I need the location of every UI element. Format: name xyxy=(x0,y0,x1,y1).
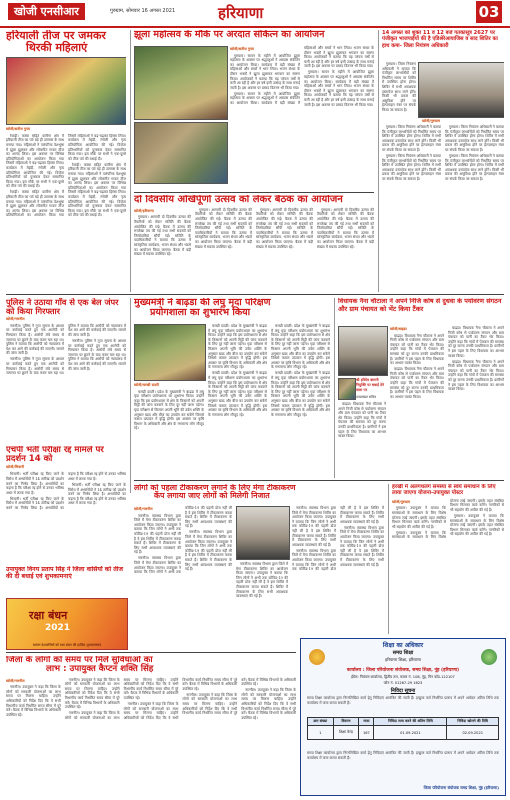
vaccine-story xyxy=(134,484,384,634)
raksha-year: 2021 xyxy=(45,623,71,633)
jhoola-photo xyxy=(134,46,228,120)
vaccine-body-b: नारनौल। स्वास्थ्य विभाग द्वारा जिले में मेगा टीकाकरण शिविर का आयोजन किया जाएगा। उपायुक्त ने बताया कि जिन लोगों ने अभी तक कोविड-19 की पहली डोज नहीं ली है वे इस शिविर में टीकाकरण करवा सकते हैं। शिविर में टीकाकरण के लिए सभी आवश्यक व्यवस्थाएं की गई हैं। xyxy=(236,562,288,599)
teej-headline: हरियाली तीज पर जमकर xyxy=(6,30,106,42)
vinay-story xyxy=(6,566,126,596)
ad-title: शिक्षा का अधिकार xyxy=(382,642,424,649)
cm-body-b: चरखी दादरी। प्रदेश के मुख्यमंत्री ने बाढ़डा में लघु मृदा परीक्षण प्रयोगशाला का शुभारंभ किया। उन्होंने कहा कि इस प्रयोगशाला से क्षेत्र के किसानों को अपनी मिट्टी की जांच करवाने के लिए दूर नहीं जाना पड़ेगा। मृदा परीक्षण से किसान अपनी भूमि की उर्वरा शक्ति के अनुसार खाद और बीज का उपयोग कर सकेंगे जिससे फसल उत्पादन में वृद्धि होगी। इस अवसर पर कृषि विभाग के अधिकारी और क्षेत्र के गणमान्य लोग मौजूद रहे। चरखी दादरी। प्रदेश के मुख्यमंत्री ने बाढ़डा में लघु मृदा परीक्षण प्रयोगशाला का शुभारंभ किया। उन्होंने कहा कि इस प्रयोगशाला से क्षेत्र के किसानों को अपनी मिट्टी की जांच करवाने के लिए दूर नहीं जाना पड़ेगा। मृदा परीक्षण से किसान अपनी भूमि की उर्वरा शक्ति के अनुसार खाद और बीज का उपयोग कर सकेंगे जिससे फसल उत्पादन में वृद्धि होगी। इस अवसर पर कृषि विभाग के अधिकारी और क्षेत्र के गणमान्य लोग मौजूद रहे। चरखी दादरी। प्रदेश के मुख्यमंत्री ने बाढ़डा में लघु मृदा परीक्षण प्रयोगशाला का शुभारंभ किया। उन्होंने कहा कि इस प्रयोगशाला से क्षेत्र के किसानों को अपनी मिट्टी की जांच करवाने के लिए दूर नहीं जाना पड़ेगा। मृदा परीक्षण से किसान अपनी भूमि की उर्वरा शक्ति के अनुसार खाद और बीज का उपयोग कर सकेंगे जिससे फसल उत्पादन में वृद्धि होगी। इस अवसर पर कृषि विभाग के अधिकारी और क्षेत्र के गणमान्य लोग मौजूद रहे। चरखी दादरी। प्रदेश के मुख्यमंत्री ने बाढ़डा में लघु मृदा परीक्षण प्रयोगशाला का शुभारंभ किया। उन्होंने कहा कि इस प्रयोगशाला से क्षेत्र के किसानों को अपनी मिट्टी की जांच करवाने के लिए दूर नहीं जाना पड़ेगा। मृदा परीक्षण से किसान अपनी भूमि की उर्वरा शक्ति के अनुसार खाद और बीज का उपयोग कर सकेंगे जिससे फसल उत्पादन में वृद्धि होगी। इस अवसर पर कृषि विभाग के अधिकारी और क्षेत्र के गणमान्य लोग मौजूद रहे। xyxy=(208,324,330,417)
police-body: नारनौल। पुलिस ने गुप्त सूचना के आधार पर कार्रवाई करते हुए एक आरोपी को गिरफ्तार किया है। आरोपी लंबे समय से जमानत पर छूटने के बाद फरार चल रहा था। पुलिस ने बताया कि आरोपी को न्यायालय में पेश कर आगे की कार्रवाई की जाएगी। मामले की जांच जारी है। नारनौल। पुलिस ने गुप्त सूचना के आधार पर कार्रवाई करते हुए एक आरोपी को गिरफ्तार किया है। आरोपी लंबे समय से जमानत पर छूटने के बाद फरार चल रहा था। पुलिस ने बताया कि आरोपी को न्यायालय में पेश कर आगे की कार्रवाई की जाएगी। मामले की जांच जारी है। नारनौल। पुलिस ने गुप्त सूचना के आधार पर कार्रवाई करते हुए एक आरोपी को गिरफ्तार किया है। आरोपी लंबे समय से जमानत पर छूटने के बाद फरार चल रहा था। पुलिस ने बताया कि आरोपी को न्यायालय में पेश कर आगे की कार्रवाई की जाएगी। मामले की जांच जारी है। xyxy=(6,323,126,376)
cm-headline-2: प्रयोगशाला का शुभारंभ किया xyxy=(150,307,251,319)
section-title: हरियाणा xyxy=(218,4,264,22)
hpv-headline: एचपी भर्ती परीक्षा रद्द मामले पर प्रदर्शन 14 को xyxy=(6,446,104,465)
alert-headline: 14 अगस्त को शुक्त 11 व 12 बजे गतकासूत्र 2627 पर पंजीकृत भाजपाईयों की है एडिश्रेरेआयाजिस व साद शितिर का हाथ कमा- जिला नियंत्रण अधिकारी xyxy=(382,30,498,49)
clean-body: खोजी/गुरुग्राम गुरुग्राम। उपायुक्त ने बताया कि समस्याओं के समाधान के लिए विशेष योजना लाई जाएगी। इसके तहत संबंधित विभाग मिलकर कार्य करेंगे। नागरिकों से भी सहयोग की अपील की गई है। गुरुग्राम। उपायुक्त ने बताया कि समस्याओं के समाधान के लिए विशेष योजना लाई जाएगी। इसके तहत संबंधित विभाग मिलकर कार्य करेंगे। नागरिकों से भी सहयोग की अपील की गई है। गुरुग्राम। उपायुक्त ने बताया कि समस्याओं के समाधान के लिए विशेष योजना लाई जाएगी। इसके तहत संबंधित विभाग मिलकर कार्य करेंगे। नागरिकों से भी सहयोग की अपील की गई है। xyxy=(392,498,504,540)
cm-body-a: खोजी/चरखी दादरी चरखी दादरी। प्रदेश के मुख्यमंत्री ने बाढ़डा में लघु मृदा परीक्षण प्रयोगशाला का शुभारंभ किया। उन्होंने कहा कि इस प्रयोगशाला से क्षेत्र के किसानों को अपनी मिट्टी की जांच करवाने के लिए दूर नहीं जाना पड़ेगा। मृदा परीक्षण से किसान अपनी भूमि की उर्वरा शक्ति के अनुसार खाद और बीज का उपयोग कर सकेंगे जिससे फसल उत्पादन में वृद्धि होगी। इस अवसर पर कृषि विभाग के अधिकारी और क्षेत्र के गणमान्य लोग मौजूद रहे। xyxy=(134,383,204,431)
raksha-title: रक्षा बंधन xyxy=(29,609,68,622)
cm-story xyxy=(134,298,330,476)
police-story: पुलिस ने उठाया गाँव से एक बेल जंपर को किया गिरफ्तार खोजी/नारनौल नारनौल। पुलिस ने गुप्त सूचना के आधार पर कार्रवाई करते हुए एक आरोपी को गिरफ्तार किया है। आरोपी लंबे समय से जमानत पर छूटने के बाद फरार चल रहा था। पुलिस ने बताया कि आरोपी को न्यायालय में पेश कर आगे की कार्रवाई की जाएगी। मामले की जांच जारी है। नारनौल। पुलिस ने गुप्त सूचना के आधार पर कार्रवाई करते हुए एक आरोपी को गिरफ्तार किया है। आरोपी लंबे समय से जमानत पर छूटने के बाद फरार चल रहा था। पुलिस ने बताया कि आरोपी को न्यायालय में पेश कर आगे की कार्रवाई की जाएगी। मामले की जांच जारी है। नारनौल। पुलिस ने गुप्त सूचना के आधार पर कार्रवाई करते हुए एक आरोपी को गिरफ्तार किया है। आरोपी लंबे समय से जमानत पर छूटने के बाद फरार चल रहा था। पुलिस ने बताया कि आरोपी को न्यायालय में पेश कर आगे की कार्रवाई की जाएगी। मामले की जांच जारी है। xyxy=(6,298,126,443)
vidhayak-story xyxy=(338,298,504,478)
jhoola-body: खोजी/सतीश गुप्ता गुरुग्राम। सावन के महीने में आयोजित झूला महोत्सव के अवसर पर श्रद्धालुओं ने अरदास संकीर्तन का आयोजन किया। कार्यक्रम में बड़ी संख्या में महिलाओं और बच्चों ने भाग लिया। भजन संध्या के दौरान भक्तों ने झूला झुलाकर भगवान का स्मरण किया। आयोजकों ने बताया कि यह परंपरा वर्षों से चली आ रही है और हर वर्ष इसी उत्साह के साथ मनाई जाती है। इस अवसर पर प्रसाद वितरण भी किया गया। गुरुग्राम। सावन के महीने में आयोजित झूला महोत्सव के अवसर पर श्रद्धालुओं ने अरदास संकीर्तन का आयोजन किया। कार्यक्रम में बड़ी संख्या में महिलाओं और बच्चों ने भाग लिया। भजन संध्या के दौरान भक्तों ने झूला झुलाकर भगवान का स्मरण किया। आयोजकों ने बताया कि यह परंपरा वर्षों से चली आ रही है और हर वर्ष इसी उत्साह के साथ मनाई जाती है। इस अवसर पर प्रसाद वितरण भी किया गया। गुरुग्राम। सावन के महीने में आयोजित झूला महोत्सव के अवसर पर श्रद्धालुओं ने अरदास संकीर्तन का आयोजन किया। कार्यक्रम में बड़ी संख्या में महिलाओं और बच्चों ने भाग लिया। भजन संध्या के दौरान भक्तों ने झूला झुलाकर भगवान का स्मरण किया। आयोजकों ने बताया कि यह परंपरा वर्षों से चली आ रही है और हर वर्ष इसी उत्साह के साथ मनाई जाती है। इस अवसर पर प्रसाद वितरण भी किया गया। xyxy=(230,46,374,107)
teej-body: रेवाड़ी। कस्बा सहित ग्रामीण क्षेत्र में हरियाली तीज का पर्व बड़े ही उल्लास के साथ मनाया गया। महिलाओं ने पारंपरिक वेशभूषा में झूला झूलकर और लोकगीत गाकर तीज का आनंद लिया। इस अवसर पर विभिन्न प्रतियोगिताओं का आयोजन किया गया जिसमें महिलाओं ने बढ़-चढ़कर हिस्सा लिया। कार्यक्रम में मेहंदी, रंगोली और नृत्य प्रतियोगिता आयोजित की गई। विजेता प्रतिभागियों को पुरस्कार देकर सम्मानित किया गया। इस मौके पर सभी ने एक-दूसरे को तीज पर्व की बधाई दी। रेवाड़ी। कस्बा सहित ग्रामीण क्षेत्र में हरियाली तीज का पर्व बड़े ही उल्लास के साथ मनाया गया। महिलाओं ने पारंपरिक वेशभूषा में झूला झूलकर और लोकगीत गाकर तीज का आनंद लिया। इस अवसर पर विभिन्न प्रतियोगिताओं का आयोजन किया गया जिसमें महिलाओं ने बढ़-चढ़कर हिस्सा लिया। कार्यक्रम में मेहंदी, रंगोली और नृत्य प्रतियोगिता आयोजित की गई। विजेता प्रतिभागियों को पुरस्कार देकर सम्मानित किया गया। इस मौके पर सभी ने एक-दूसरे को तीज पर्व की बधाई दी। रेवाड़ी। कस्बा सहित ग्रामीण क्षेत्र में हरियाली तीज का पर्व बड़े ही उल्लास के साथ मनाया गया। महिलाओं ने पारंपरिक वेशभूषा में झूला झूलकर और लोकगीत गाकर तीज का आनंद लिया। इस अवसर पर विभिन्न प्रतियोगिताओं का आयोजन किया गया जिसमें महिलाओं ने बढ़-चढ़कर हिस्सा लिया। कार्यक्रम में मेहंदी, रंगोली और नृत्य प्रतियोगिता आयोजित की गई। विजेता प्रतिभागियों को पुरस्कार देकर सम्मानित किया गया। इस मौके पर सभी ने एक-दूसरे को तीज पर्व की बधाई दी। xyxy=(6,133,126,218)
vaccine-headline-2: केंप लगाया जाए लोगों को मिलेगी निजात xyxy=(154,491,270,501)
vaccine-headline: लोगों को पहला टीकाकरण लगाने के लिए मेगा टीकाकरण xyxy=(134,484,296,492)
ad-table-header: क्रम संख्या विवरण मात्रा निविदा जमा करने की अंतिम तिथि निविदा खोलने की तिथि xyxy=(308,718,499,726)
teej-story xyxy=(6,30,126,292)
cm-photo xyxy=(134,324,206,381)
delhi-body: खोजी/हरियाणा गुरुग्राम। आगामी दो दिवसीय उत्सव की तैयारियों को लेकर समिति की बैठक आयोजित की गई। बैठक में उत्सव की रूपरेखा तय की गई तथा सभी सदस्यों को जिम्मेदारियां सौंपी गईं। समिति के पदाधिकारियों ने बताया कि उत्सव में सांस्कृतिक कार्यक्रम, भजन संध्या और भंडारे का आयोजन किया जाएगा। बैठक में बड़ी संख्या में सदस्य उपस्थित रहे। गुरुग्राम। आगामी दो दिवसीय उत्सव की तैयारियों को लेकर समिति की बैठक आयोजित की गई। बैठक में उत्सव की रूपरेखा तय की गई तथा सभी सदस्यों को जिम्मेदारियां सौंपी गईं। समिति के पदाधिकारियों ने बताया कि उत्सव में सांस्कृतिक कार्यक्रम, भजन संध्या और भंडारे का आयोजन किया जाएगा। बैठक में बड़ी संख्या में सदस्य उपस्थित रहे। गुरुग्राम। आगामी दो दिवसीय उत्सव की तैयारियों को लेकर समिति की बैठक आयोजित की गई। बैठक में उत्सव की रूपरेखा तय की गई तथा सभी सदस्यों को जिम्मेदारियां सौंपी गईं। समिति के पदाधिकारियों ने बताया कि उत्सव में सांस्कृतिक कार्यक्रम, भजन संध्या और भंडारे का आयोजन किया जाएगा। बैठक में बड़ी संख्या में सदस्य उपस्थित रहे। गुरुग्राम। आगामी दो दिवसीय उत्सव की तैयारियों को लेकर समिति की बैठक आयोजित की गई। बैठक में उत्सव की रूपरेखा तय की गई तथा सभी सदस्यों को जिम्मेदारियां सौंपी गईं। समिति के पदाधिकारियों ने बताया कि उत्सव में सांस्कृतिक कार्यक्रम, भजन संध्या और भंडारे का आयोजन किया जाएगा। बैठक में बड़ी संख्या में सदस्य उपस्थित रहे। xyxy=(134,207,374,257)
welfare-body: खोजी/नारनौल नारनौल। उपायुक्त ने कहा कि जिला के लोगों को सरकारी योजनाओं का लाभ समय पर मिलना चाहिए। उन्होंने अधिकारियों को निर्देश दिए कि वे सभी विभागीय कार्य निर्धारित समय सीमा में पूरे करें। बैठक में विभिन्न विभागों के अधिकारी उपस्थित रहे। नारनौल। उपायुक्त ने कहा कि जिला के लोगों को सरकारी योजनाओं का लाभ समय पर मिलना चाहिए। उन्होंने अधिकारियों को निर्देश दिए कि वे सभी विभागीय कार्य निर्धारित समय सीमा में पूरे करें। बैठक में विभिन्न विभागों के अधिकारी उपस्थित रहे। नारनौल। उपायुक्त ने कहा कि जिला के लोगों को सरकारी योजनाओं का लाभ समय पर मिलना चाहिए। उन्होंने अधिकारियों को निर्देश दिए कि वे सभी विभागीय कार्य निर्धारित समय सीमा में पूरे करें। बैठक में विभिन्न विभागों के अधिकारी उपस्थित रहे। नारनौल। उपायुक्त ने कहा कि जिला के लोगों को सरकारी योजनाओं का लाभ समय पर मिलना चाहिए। उन्होंने अधिकारियों को निर्देश दिए कि वे सभी विभागीय कार्य निर्धारित समय सीमा में पूरे करें। बैठक में विभिन्न विभागों के अधिकारी उपस्थित रहे। नारनौल। उपायुक्त ने कहा कि जिला के लोगों को सरकारी योजनाओं का लाभ समय पर मिलना चाहिए। उन्होंने अधिकारियों को निर्देश दिए कि वे सभी विभागीय कार्य निर्धारित समय सीमा में पूरे करें। बैठक में विभिन्न विभागों के अधिकारी उपस्थित रहे। नारनौल। उपायुक्त ने कहा कि जिला के लोगों को सरकारी योजनाओं का लाभ समय पर मिलना चाहिए। उन्होंने अधिकारियों को निर्देश दिए कि वे सभी विभागीय कार्य निर्धारित समय सीमा में पूरे करें। बैठक में विभिन्न विभागों के अधिकारी उपस्थित रहे। xyxy=(6,677,296,720)
clean-headline-2: लाया जाएगा योजना-उपायुक्त पोस्टर xyxy=(392,490,464,497)
vidhayak-body-a: खोजी/बाढ़डा बाढ़डा। विधायक नैना चौटाला ने अपने निजी कोष से पर्यावरण संगठन और ग्राम पंचायत को पानी का टैंकर भेंट किया। उन्होंने कहा कि गांवों में पेयजल की समस्या को दूर करना उनकी प्राथमिकता है। ग्रामीणों ने इस पहल के लिए विधायक का आभार व्यक्त किया। बाढ़डा। विधायक नैना चौटाला ने अपने निजी कोष से पर्यावरण संगठन और ग्राम पंचायत को पानी का टैंकर भेंट किया। उन्होंने कहा कि गांवों में पेयजल की समस्या को दूर करना उनकी प्राथमिकता है। ग्रामीणों ने इस पहल के लिए विधायक का आभार व्यक्त किया। xyxy=(390,327,444,399)
hpv-story: एचपी भर्ती परीक्षा रद्द मामले पर प्रदर्शन 14 को खोजी/भिवानी भिवानी। भर्ती परीक्षा रद्द किए जाने के विरोध में अभ्यर्थियों ने 14 तारीख को प्रदर्शन करने का निर्णय लिया है। अभ्यर्थियों का कहना है कि परीक्षा रद्द होने से उनका भविष्य अधर में लटक गया है। भिवानी। भर्ती परीक्षा रद्द किए जाने के विरोध में अभ्यर्थियों ने 14 तारीख को प्रदर्शन करने का निर्णय लिया है। अभ्यर्थियों का कहना है कि परीक्षा रद्द होने से उनका भविष्य अधर में लटक गया है। भिवानी। भर्ती परीक्षा रद्द किए जाने के विरोध में अभ्यर्थियों ने 14 तारीख को प्रदर्शन करने का निर्णय लिया है। अभ्यर्थियों का कहना है कि परीक्षा रद्द होने से उनका भविष्य अधर में लटक गया है। xyxy=(6,446,126,566)
ad-footer: जिला परियोजना संयोजक समग्र शिक्षा, नूंह (हरियाणा) xyxy=(423,785,499,790)
ad-contact: ईमेल: नियंत्रण कार्यालय, द्वितीय तल, कमरा नं. 108, नूंह, पिन कोड-122107 xyxy=(351,675,455,679)
ad-notice-body: समग्र शिक्षा कार्यालय द्वारा निम्नलिखित कार्य हेतु निविदाएं आमंत्रित की जाती हैं। इच्छुक फर्म निर्धारित प्रारूप में अपने आवेदन अंतिम तिथि तक कार्यालय में जमा करवा सकती हैं। xyxy=(307,696,499,705)
ad-org: समग्र शिक्षा xyxy=(392,650,414,656)
hpv-body: भिवानी। भर्ती परीक्षा रद्द किए जाने के विरोध में अभ्यर्थियों ने 14 तारीख को प्रदर्शन करने का निर्णय लिया है। अभ्यर्थियों का कहना है कि परीक्षा रद्द होने से उनका भविष्य अधर में लटक गया है। भिवानी। भर्ती परीक्षा रद्द किए जाने के विरोध में अभ्यर्थियों ने 14 तारीख को प्रदर्शन करने का निर्णय लिया है। अभ्यर्थियों का कहना है कि परीक्षा रद्द होने से उनका भविष्य अधर में लटक गया है। भिवानी। भर्ती परीक्षा रद्द किए जाने के विरोध में अभ्यर्थियों ने 14 तारीख को प्रदर्शन करने का निर्णय लिया है। अभ्यर्थियों का कहना है कि परीक्षा रद्द होने से उनका भविष्य अधर में लटक गया है। xyxy=(6,472,126,510)
raksha-banner xyxy=(6,598,128,650)
welfare-headline: जिला के लोगों को समय पर मिले सुविधाओं का xyxy=(6,656,153,665)
vidhayak-headline: विधायक नैना चौटाला ने अपने निजि कोष से दुधवा के पर्यावरण संगठन और ग्राम पंचायत को भेंट किया टैंकर xyxy=(338,298,502,313)
shiksha-ad xyxy=(300,638,506,796)
cm-headline: मुख्यमंत्री ने बाढ़डा की लघु मृदा परिक्षण xyxy=(134,298,271,308)
alert-photo xyxy=(418,62,504,118)
police-headline: पुलिस ने उठाया गाँव से एक बेल जंपर को किया गिरफ्तार xyxy=(6,298,119,316)
vidhayak-body-b: बाढ़डा। विधायक नैना चौटाला ने अपने निजी कोष से पर्यावरण संगठन और ग्राम पंचायत को पानी का टैंकर भेंट किया। उन्होंने कहा कि गांवों में पेयजल की समस्या को दूर करना उनकी प्राथमिकता है। ग्रामीणों ने इस पहल के लिए विधायक का आभार व्यक्त किया। xyxy=(338,402,386,439)
page-number: 03 xyxy=(476,1,502,23)
clean-headline: हरखी में अलगथलग समस्या से स्वयं समाधान के लिए xyxy=(392,484,496,490)
ad-fine-print: समग्र शिक्षा कार्यालय द्वारा निम्नलिखित कार्य हेतु निविदाएं आमंत्रित की जाती हैं। इच्छुक फर्म निर्धारित प्रारूप में अपने आवेदन अंतिम तिथि तक कार्यालय में जमा करवा सकती हैं। xyxy=(307,751,499,760)
brand-logo: खोजी एनसीआर xyxy=(8,3,85,20)
ad-table xyxy=(307,717,499,740)
table-row: 1 शिक्षा केन्द्र 167 01.09.2021 02.09.2021 xyxy=(308,726,499,740)
jhoola-headline: झूला महोत्सव के मौके पर अरदात संकित्न का आयोजन xyxy=(134,30,325,40)
delhi-story xyxy=(134,195,374,291)
raksha-wish: समस्त देशवासियों को रक्षा बंधन की हार्दिक शुभकामनाएं xyxy=(32,643,102,647)
vaccine-photo xyxy=(236,506,290,560)
vidhayak-photo xyxy=(338,326,388,376)
teej-caption: खोजी/सतीश गुप्ता xyxy=(6,126,30,131)
ad-notice-heading: निविदा सूचना xyxy=(390,688,416,694)
alert-byline: खोजी/गुरुग्राम xyxy=(422,119,441,123)
ad-office: कार्यालय : जिला परियोजना संयोजक, समग्र शिक्षा, नूंह (हरियाणा) xyxy=(346,668,460,673)
delhi-headline: दो दिवसीय अखिर्पूर्णा उत्सव को लेकर बैठक का आयोजन xyxy=(134,195,343,205)
vidhayak-inset-photo xyxy=(338,378,356,400)
vidhayak-inset-caption-2: उपप्रमंडल सचिव xyxy=(356,395,377,399)
vidhayak-body-c: बाढ़डा। विधायक नैना चौटाला ने अपने निजी कोष से पर्यावरण संगठन और ग्राम पंचायत को पानी का टैंकर भेंट किया। उन्होंने कहा कि गांवों में पेयजल की समस्या को दूर करना उनकी प्राथमिकता है। ग्रामीणों ने इस पहल के लिए विधायक का आभार व्यक्त किया। बाढ़डा। विधायक नैना चौटाला ने अपने निजी कोष से पर्यावरण संगठन और ग्राम पंचायत को पानी का टैंकर भेंट किया। उन्होंने कहा कि गांवों में पेयजल की समस्या को दूर करना उनकी प्राथमिकता है। ग्रामीणों ने इस पहल के लिए विधायक का आभार व्यक्त किया। xyxy=(448,326,504,392)
vinay-headline: उपायुक्त विनय प्रताप सिंह ने जिला वासियों को तीज की दी बधाई एवं शुभकामनाएं xyxy=(6,566,123,581)
jhoola-story xyxy=(134,30,374,190)
vaccine-body-c: नारनौल। स्वास्थ्य विभाग द्वारा जिले में मेगा टीकाकरण शिविर का आयोजन किया जाएगा। उपायुक्त ने बताया कि जिन लोगों ने अभी तक कोविड-19 की पहली डोज नहीं ली है वे इस शिविर में टीकाकरण करवा सकते हैं। शिविर में टीकाकरण के लिए सभी आवश्यक व्यवस्थाएं की गई हैं। नारनौल। स्वास्थ्य विभाग द्वारा जिले में मेगा टीकाकरण शिविर का आयोजन किया जाएगा। उपायुक्त ने बताया कि जिन लोगों ने अभी तक कोविड-19 की पहली डोज नहीं ली है वे इस शिविर में टीकाकरण करवा सकते हैं। शिविर में टीकाकरण के लिए सभी आवश्यक व्यवस्थाएं की गई हैं। नारनौल। स्वास्थ्य विभाग द्वारा जिले में मेगा टीकाकरण शिविर का आयोजन किया जाएगा। उपायुक्त ने बताया कि जिन लोगों ने अभी तक कोविड-19 की पहली डोज नहीं ली है वे इस शिविर में टीकाकरण करवा सकते हैं। शिविर में टीकाकरण के लिए सभी आवश्यक व्यवस्थाएं की गई हैं। xyxy=(292,506,384,572)
alert-body-2: गुरुग्राम। जिला नियंत्रण अधिकारी ने बताया कि पंजीकृत लाभार्थियों को निर्धारित समय पर शिविर में उपस्थित होना होगा। शिविर में सभी आवश्यक दस्तावेज साथ लाने होंगे। किसी भी प्रकार की असुविधा होने पर हेल्पलाइन नंबर पर संपर्क किया जा सकता है। गुरुग्राम। जिला नियंत्रण अधिकारी ने बताया कि पंजीकृत लाभार्थियों को निर्धारित समय पर शिविर में उपस्थित होना होगा। शिविर में सभी आवश्यक दस्तावेज साथ लाने होंगे। किसी भी प्रकार की असुविधा होने पर हेल्पलाइन नंबर पर संपर्क किया जा सकता है। गुरुग्राम। जिला नियंत्रण अधिकारी ने बताया कि पंजीकृत लाभार्थियों को निर्धारित समय पर शिविर में उपस्थित होना होगा। शिविर में सभी आवश्यक दस्तावेज साथ लाने होंगे। किसी भी प्रकार की असुविधा होने पर हेल्पलाइन नंबर पर संपर्क किया जा सकता है। गुरुग्राम। जिला नियंत्रण अधिकारी ने बताया कि पंजीकृत लाभार्थियों को निर्धारित समय पर शिविर में उपस्थित होना होगा। शिविर में सभी आवश्यक दस्तावेज साथ लाने होंगे। किसी भी प्रकार की असुविधा होने पर हेल्पलाइन नंबर पर संपर्क किया जा सकता है। xyxy=(382,125,504,182)
dateline: गुरुग्राम, सोमवार 16 अगस्त 2021 xyxy=(110,8,176,14)
jhoola-photo-2 xyxy=(134,122,228,184)
alert-body: गुरुग्राम। जिला नियंत्रण अधिकारी ने बताया कि पंजीकृत लाभार्थियों को निर्धारित समय पर शिविर में उपस्थित होना होगा। शिविर में सभी आवश्यक दस्तावेज साथ लाने होंगे। किसी भी प्रकार की असुविधा होने पर हेल्पलाइन नंबर पर संपर्क किया जा सकता है। xyxy=(382,62,416,112)
teej-photo xyxy=(6,57,126,125)
ad-phone: फोन नं. 01267-29 1623 xyxy=(383,681,423,685)
welfare-headline-2: लाभ : उपायुक्त कैप्टन शक्ति सिंह xyxy=(46,664,154,675)
clean-story xyxy=(392,484,504,634)
vidhayak-inset-caption: श्री हरिदेव बालनी नियुक्ति पर बधाई देने वाला पर xyxy=(356,378,385,392)
welfare-story xyxy=(6,656,296,796)
teej-headline-2: थिरकी महिलाएं xyxy=(26,40,88,54)
ad-org-2: हरियाणा शिक्षा, हरियाणा xyxy=(385,657,421,662)
alert-story xyxy=(382,30,504,292)
masthead xyxy=(0,0,510,28)
vaccine-body-a: खोजी/नारनौल नारनौल। स्वास्थ्य विभाग द्वारा जिले में मेगा टीकाकरण शिविर का आयोजन किया जाएगा। उपायुक्त ने बताया कि जिन लोगों ने अभी तक कोविड-19 की पहली डोज नहीं ली है वे इस शिविर में टीकाकरण करवा सकते हैं। शिविर में टीकाकरण के लिए सभी आवश्यक व्यवस्थाएं की गई हैं। नारनौल। स्वास्थ्य विभाग द्वारा जिले में मेगा टीकाकरण शिविर का आयोजन किया जाएगा। उपायुक्त ने बताया कि जिन लोगों ने अभी तक कोविड-19 की पहली डोज नहीं ली है वे इस शिविर में टीकाकरण करवा सकते हैं। शिविर में टीकाकरण के लिए सभी आवश्यक व्यवस्थाएं की गई हैं। नारनौल। स्वास्थ्य विभाग द्वारा जिले में मेगा टीकाकरण शिविर का आयोजन किया जाएगा। उपायुक्त ने बताया कि जिन लोगों ने अभी तक कोविड-19 की पहली डोज नहीं ली है वे इस शिविर में टीकाकरण करवा सकते हैं। शिविर में टीकाकरण के लिए सभी आवश्यक व्यवस्थाएं की गई हैं। xyxy=(134,506,232,575)
